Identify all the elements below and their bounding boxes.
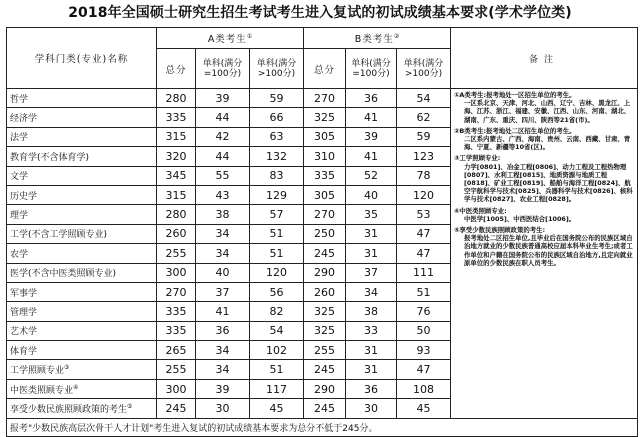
b-single-100-cell: 38 [346, 302, 397, 321]
b-single-over100-cell: 93 [397, 341, 451, 360]
subject-cell: 历史学 [7, 185, 157, 204]
b-total-cell: 270 [304, 205, 346, 224]
b-total-cell: 310 [304, 147, 346, 166]
b-total-cell: 255 [304, 341, 346, 360]
remark-b: ②B类考生:报考地处二区招生单位的考生。 二区系内蒙古、广西、海南、贵州、云南、西藏、甘肃、青海、宁夏、新疆等10省(区)。 [454, 126, 631, 152]
a-single-over100-cell: 129 [250, 185, 304, 204]
a-single-100-cell: 44 [196, 108, 250, 127]
remark-engineering: ③工学照顾专业: 力学[0801]、冶金工程[0806]、动力工程及工程热物理[0807]、水利工程[0815]、地质资源与地质工程[0818]、矿业工程[0819]、船舶与海洋工程[0824]、航空宇航科学与技术[0825]、兵器科学与技术[0826]、核科学与技术[0827]、农业工程[0828]。 [454, 154, 633, 204]
subject-cell: 农学 [7, 244, 157, 263]
group-a-header: A类考生① [157, 28, 304, 49]
b-total-cell: 250 [304, 224, 346, 243]
b-single-over100-cell: 45 [397, 399, 451, 418]
a-total-cell: 255 [157, 244, 196, 263]
a-total-cell: 300 [157, 263, 196, 282]
a-single-100-cell: 34 [196, 244, 250, 263]
b-total-cell: 290 [304, 379, 346, 398]
b-single-100-cell: 36 [346, 89, 397, 108]
a-total-cell: 255 [157, 360, 196, 379]
a-single-over100-cell: 56 [250, 282, 304, 301]
a-single-100-cell: 39 [196, 379, 250, 398]
a-single-over100-cell: 59 [250, 89, 304, 108]
a-single-over100-cell: 51 [250, 244, 304, 263]
b-single-100-cell: 33 [346, 321, 397, 340]
remark-ethnic: ⑤享受少数民族照顾政策的考生: 报考地处二区招生单位,且毕业后在国务院公布的民族区域自治地方就业的少数民族普通高校应届本科毕业生考生;或者工作单位和户籍在国务院公布的民族区域自治地方,且定向就业原单位的少数民族在职人员考生。 [454, 226, 633, 267]
b-single-over100-cell: 47 [397, 224, 451, 243]
subject-column-header: 学科门类(专业)名称 [7, 28, 157, 89]
b-single-over100-cell: 53 [397, 205, 451, 224]
b-single-100-cell: 34 [346, 282, 397, 301]
b-total-cell: 325 [304, 302, 346, 321]
a-single-over100-cell: 66 [250, 108, 304, 127]
a-single-100-cell: 55 [196, 166, 250, 185]
b-single-over100-cell: 111 [397, 263, 451, 282]
a-single-over100-cell: 120 [250, 263, 304, 282]
b-single-100-cell: 36 [346, 379, 397, 398]
a-single-over100-cell: 102 [250, 341, 304, 360]
b-single-100-cell: 39 [346, 127, 397, 146]
a-single-100-header: 单科(满分=100分) [196, 49, 250, 89]
b-single-over100-cell: 47 [397, 244, 451, 263]
a-total-cell: 315 [157, 127, 196, 146]
a-total-cell: 265 [157, 341, 196, 360]
b-single-over100-cell: 123 [397, 147, 451, 166]
a-single-100-cell: 36 [196, 321, 250, 340]
b-total-cell: 305 [304, 185, 346, 204]
a-total-cell: 335 [157, 302, 196, 321]
a-single-100-cell: 41 [196, 302, 250, 321]
remark-a: ①A类考生:报考地处一区招生单位的考生。 一区系北京、天津、河北、山西、辽宁、吉林、黑龙江、上海、江苏、浙江、福建、安徽、江西、山东、河南、湖北、湖南、广东、重庆、四川、陕西等21省(市)。 [454, 91, 631, 124]
b-total-cell: 305 [304, 127, 346, 146]
group-b-header: B类考生② [304, 28, 451, 49]
subject-cell: 享受少数民族照顾政策的考生⑤ [7, 399, 157, 418]
subject-cell: 教育学(不含体育学) [7, 147, 157, 166]
subject-cell: 体育学 [7, 341, 157, 360]
a-total-cell: 300 [157, 379, 196, 398]
b-single-over100-cell: 62 [397, 108, 451, 127]
b-single-100-cell: 37 [346, 263, 397, 282]
a-single-over100-cell: 132 [250, 147, 304, 166]
b-single-over100-cell: 120 [397, 185, 451, 204]
a-single-over100-cell: 63 [250, 127, 304, 146]
b-single-100-cell: 52 [346, 166, 397, 185]
subject-cell: 工学(不含工学照顾专业) [7, 224, 157, 243]
subject-cell: 哲学 [7, 89, 157, 108]
a-total-cell: 335 [157, 321, 196, 340]
a-single-100-cell: 42 [196, 127, 250, 146]
b-single-100-cell: 31 [346, 341, 397, 360]
b-single-100-cell: 31 [346, 244, 397, 263]
b-single-100-header: 单科(满分=100分) [346, 49, 397, 89]
a-single-over100-cell: 82 [250, 302, 304, 321]
b-single-over100-cell: 76 [397, 302, 451, 321]
subject-cell: 法学 [7, 127, 157, 146]
subject-cell: 经济学 [7, 108, 157, 127]
subject-cell: 理学 [7, 205, 157, 224]
b-total-cell: 245 [304, 244, 346, 263]
remark-tcm: ④中医类照顾专业: 中医学[1005]、中西医结合[1006]。 [454, 206, 576, 223]
b-total-cell: 260 [304, 282, 346, 301]
a-single-100-cell: 34 [196, 360, 250, 379]
b-single-over100-cell: 78 [397, 166, 451, 185]
a-total-cell: 260 [157, 224, 196, 243]
subject-cell: 工学照顾专业③ [7, 360, 157, 379]
a-total-cell: 320 [157, 147, 196, 166]
a-total-cell: 280 [157, 89, 196, 108]
subject-cell: 中医类照顾专业④ [7, 379, 157, 398]
b-total-header: 总分 [304, 49, 346, 89]
a-total-cell: 245 [157, 399, 196, 418]
a-single-100-cell: 34 [196, 224, 250, 243]
a-single-over100-cell: 117 [250, 379, 304, 398]
table-row [7, 89, 638, 108]
a-total-cell: 315 [157, 185, 196, 204]
b-single-over100-cell: 54 [397, 89, 451, 108]
b-single-100-cell: 31 [346, 224, 397, 243]
subject-cell: 文学 [7, 166, 157, 185]
footnote-row [7, 418, 638, 436]
b-single-over100-cell: 50 [397, 321, 451, 340]
subject-cell: 医学(不含中医类照顾专业) [7, 263, 157, 282]
subject-cell: 军事学 [7, 282, 157, 301]
b-single-over100-cell: 59 [397, 127, 451, 146]
subject-cell: 艺术学 [7, 321, 157, 340]
footnote: 报考"少数民族高层次骨干人才计划"考生进入复试的初试成绩基本要求为总分不低于245分。 [7, 418, 638, 436]
b-total-cell: 325 [304, 108, 346, 127]
b-single-100-cell: 35 [346, 205, 397, 224]
a-single-over100-header: 单科(满分>100分) [250, 49, 304, 89]
a-single-100-cell: 37 [196, 282, 250, 301]
b-total-cell: 325 [304, 321, 346, 340]
a-single-over100-cell: 57 [250, 205, 304, 224]
b-single-100-cell: 31 [346, 360, 397, 379]
a-single-100-cell: 30 [196, 399, 250, 418]
b-total-cell: 245 [304, 399, 346, 418]
subject-cell: 管理学 [7, 302, 157, 321]
b-total-cell: 335 [304, 166, 346, 185]
b-single-over100-header: 单科(满分>100分) [397, 49, 451, 89]
requirements-table [6, 27, 638, 437]
a-total-header: 总分 [157, 49, 196, 89]
a-single-over100-cell: 51 [250, 360, 304, 379]
b-total-cell: 290 [304, 263, 346, 282]
b-total-cell: 270 [304, 89, 346, 108]
a-single-over100-cell: 83 [250, 166, 304, 185]
a-single-100-cell: 39 [196, 89, 250, 108]
a-single-100-cell: 43 [196, 185, 250, 204]
a-total-cell: 280 [157, 205, 196, 224]
a-total-cell: 270 [157, 282, 196, 301]
a-total-cell: 335 [157, 108, 196, 127]
a-single-100-cell: 38 [196, 205, 250, 224]
a-single-100-cell: 44 [196, 147, 250, 166]
a-single-100-cell: 40 [196, 263, 250, 282]
b-single-100-cell: 40 [346, 185, 397, 204]
a-single-100-cell: 34 [196, 341, 250, 360]
remarks-header: 备注 [451, 28, 638, 89]
remarks-cell [451, 89, 638, 419]
a-total-cell: 345 [157, 166, 196, 185]
a-single-over100-cell: 51 [250, 224, 304, 243]
b-total-cell: 245 [304, 360, 346, 379]
b-single-100-cell: 41 [346, 108, 397, 127]
b-single-100-cell: 41 [346, 147, 397, 166]
document-title: 2018年全国硕士研究生招生考试考生进入复试的初试成绩基本要求(学术学位类) [68, 5, 572, 21]
b-single-over100-cell: 47 [397, 360, 451, 379]
b-single-over100-cell: 108 [397, 379, 451, 398]
b-single-over100-cell: 51 [397, 282, 451, 301]
b-single-100-cell: 30 [346, 399, 397, 418]
a-single-over100-cell: 45 [250, 399, 304, 418]
a-single-over100-cell: 54 [250, 321, 304, 340]
